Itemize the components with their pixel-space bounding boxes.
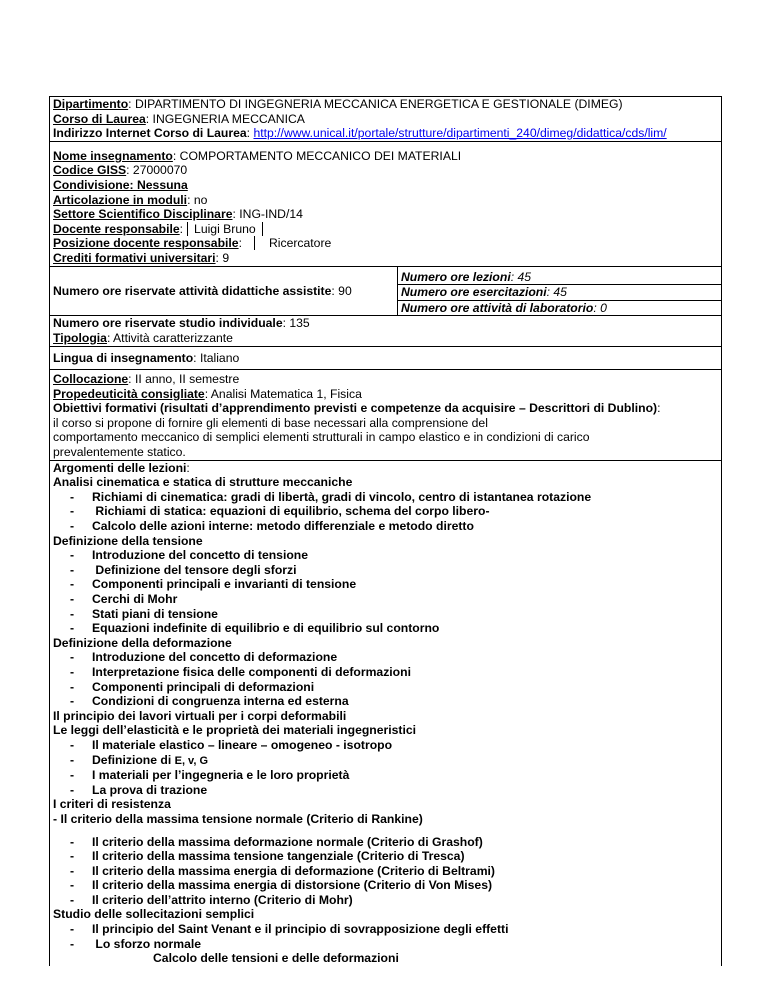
posizione-line: Posizione docente responsabile: Ricercatore: [53, 236, 721, 251]
list-item: - Introduzione del concetto di tensione: [70, 548, 308, 563]
list-item: - Componenti principali di deformazioni: [70, 679, 315, 694]
obiettivi-title: Obiettivi formativi (risultati d’apprendimento previsti e competenze da acquisire – Descrittori di Dublino):: [53, 401, 661, 416]
individuale-line: Numero ore riservate studio individuale: 135: [53, 316, 310, 331]
ore-lezioni: Numero ore lezioni: 45: [398, 270, 721, 286]
docente-line: Docente responsabile: Luigi Bruno: [53, 222, 721, 237]
list-item: - Richiami di statica: equazioni di equilibrio, schema del corpo libero-: [70, 504, 490, 519]
ore-assistite: Numero ore riservate attività didattiche assistite: 90: [53, 283, 352, 298]
list-item: - Il criterio della massima energia di distorsione (Criterio di Von Mises): [70, 878, 493, 893]
list-item: - Equazioni indefinite di equilibrio e di equilibrio sul contorno: [70, 621, 440, 636]
list-item: - Il criterio della massima deformazione normale (Criterio di Grashof): [70, 834, 483, 849]
tipologia-line: Tipologia: Attività caratterizzante: [53, 330, 233, 345]
list-item: - Condizioni di congruenza interna ed esterna: [70, 694, 349, 709]
moduli-line: Articolazione in moduli: no: [53, 192, 208, 207]
collocazione-line: Collocazione: II anno, II semestre: [53, 372, 240, 387]
giss-line: Codice GISS: 27000070: [53, 163, 188, 178]
list-item: - Stati piani di tensione: [70, 606, 218, 621]
dipartimento-line: Dipartimento: DIPARTIMENTO DI INGEGNERIA MECCANICA ENERGETICA E GESTIONALE (DIMEG): [53, 97, 623, 111]
lingua-line: Lingua di insegnamento: Italiano: [53, 350, 240, 365]
list-item: - Componenti principali e invarianti di tensione: [70, 577, 357, 592]
argomenti-block: [49, 460, 722, 966]
list-item: - Richiami di cinematica: gradi di libertà, gradi di vincolo, centro di istantanea rotazione: [70, 489, 592, 504]
url-line: Indirizzo Internet Corso di Laurea: http://www.unical.it/portale/strutture/dipartimenti_240/dimeg/didattica/cds/lim/: [53, 126, 667, 141]
condivisione-line: Condivisione: Nessuna: [53, 177, 188, 192]
argomenti-title: Argomenti delle lezioni:: [53, 460, 190, 475]
docente-value: Luigi Bruno: [187, 222, 263, 236]
ore-breakdown: [397, 267, 721, 316]
ssd-line: Settore Scientifico Disciplinare: ING-IND/14: [53, 207, 303, 222]
list-item: - Introduzione del concetto di deformazione: [70, 650, 338, 665]
list-item: - La prova di trazione: [70, 782, 208, 797]
list-item: - Lo sforzo normale: [70, 936, 202, 951]
course-url-link[interactable]: http://www.unical.it/portale/strutture/dipartimenti_240/dimeg/didattica/cds/lim/: [253, 126, 667, 141]
section-title: Analisi cinematica e statica di strutture meccaniche: [53, 475, 353, 490]
ore-laboratorio: Numero ore attività di laboratorio: 0: [401, 300, 607, 315]
ore-block: [49, 266, 722, 316]
list-item: - Il materiale elastico – lineare – omogeneo - isotropo: [70, 737, 393, 752]
section-title: I criteri di resistenza: [53, 797, 171, 812]
rankine-line: - Il criterio della massima tensione normale (Criterio di Rankine): [53, 811, 423, 826]
obiettivi-text-2: comportamento meccanico di semplici elementi strutturali in campo elastico e in condizioni di carico: [53, 430, 590, 445]
info-block: [49, 141, 722, 266]
section-title: Studio delle sollecitazioni semplici: [53, 907, 255, 922]
ore-esercitazioni: Numero ore esercitazioni: 45: [398, 285, 721, 301]
list-item: - Il criterio dell’attrito interno (Criterio di Mohr): [70, 892, 353, 907]
list-item: - Cerchi di Mohr: [70, 592, 178, 606]
header-block: [49, 96, 722, 141]
section-title: Il principio dei lavori virtuali per i corpi deformabili: [53, 708, 347, 723]
posizione-value: Ricercatore: [254, 236, 337, 250]
section-title: Definizione della tensione: [53, 533, 203, 548]
list-item: - Definizione del tensore degli sforzi: [70, 562, 297, 577]
list-item: - Il principio del Saint Venant e il principio di sovrapposizione degli effetti: [70, 922, 509, 937]
section-title: Le leggi dell’elasticità e le proprietà dei materiali ingegneristici: [53, 723, 417, 738]
list-item: - Interpretazione fisica delle componenti di deformazioni: [70, 664, 411, 679]
list-item: - Definizione di E, v, G: [70, 752, 209, 767]
individuale-block: [49, 315, 722, 345]
list-item: - Il criterio della massima energia di deformazione (Criterio di Beltrami): [70, 863, 495, 878]
propedeuticita-line: Propedeuticità consigliate: Analisi Matematica 1, Fisica: [53, 386, 362, 401]
list-item: - Il criterio della massima tensione tangenziale (Criterio di Tresca): [70, 849, 465, 864]
section-title: Definizione della deformazione: [53, 635, 232, 650]
crediti-line: Crediti formativi universitari: 9: [53, 250, 230, 265]
collocazione-block: [49, 369, 722, 460]
obiettivi-text-3: prevalentemente statico.: [53, 445, 186, 460]
list-item: - I materiali per l’ingegneria e le loro proprietà: [70, 768, 350, 783]
list-item: - Calcolo delle azioni interne: metodo differenziale e metodo diretto: [70, 519, 474, 534]
corso-line: Corso di Laurea: INGEGNERIA MECCANICA: [53, 111, 305, 126]
lingua-block: [49, 346, 722, 370]
course-sheet: [49, 96, 722, 966]
nome-line: Nome insegnamento: COMPORTAMENTO MECCANICO DEI MATERIALI: [53, 148, 462, 163]
sub-item: Calcolo delle tensioni e delle deformazioni: [153, 951, 399, 966]
obiettivi-text-1: il corso si propone di fornire gli elementi di base necessari alla comprensione del: [53, 415, 488, 430]
